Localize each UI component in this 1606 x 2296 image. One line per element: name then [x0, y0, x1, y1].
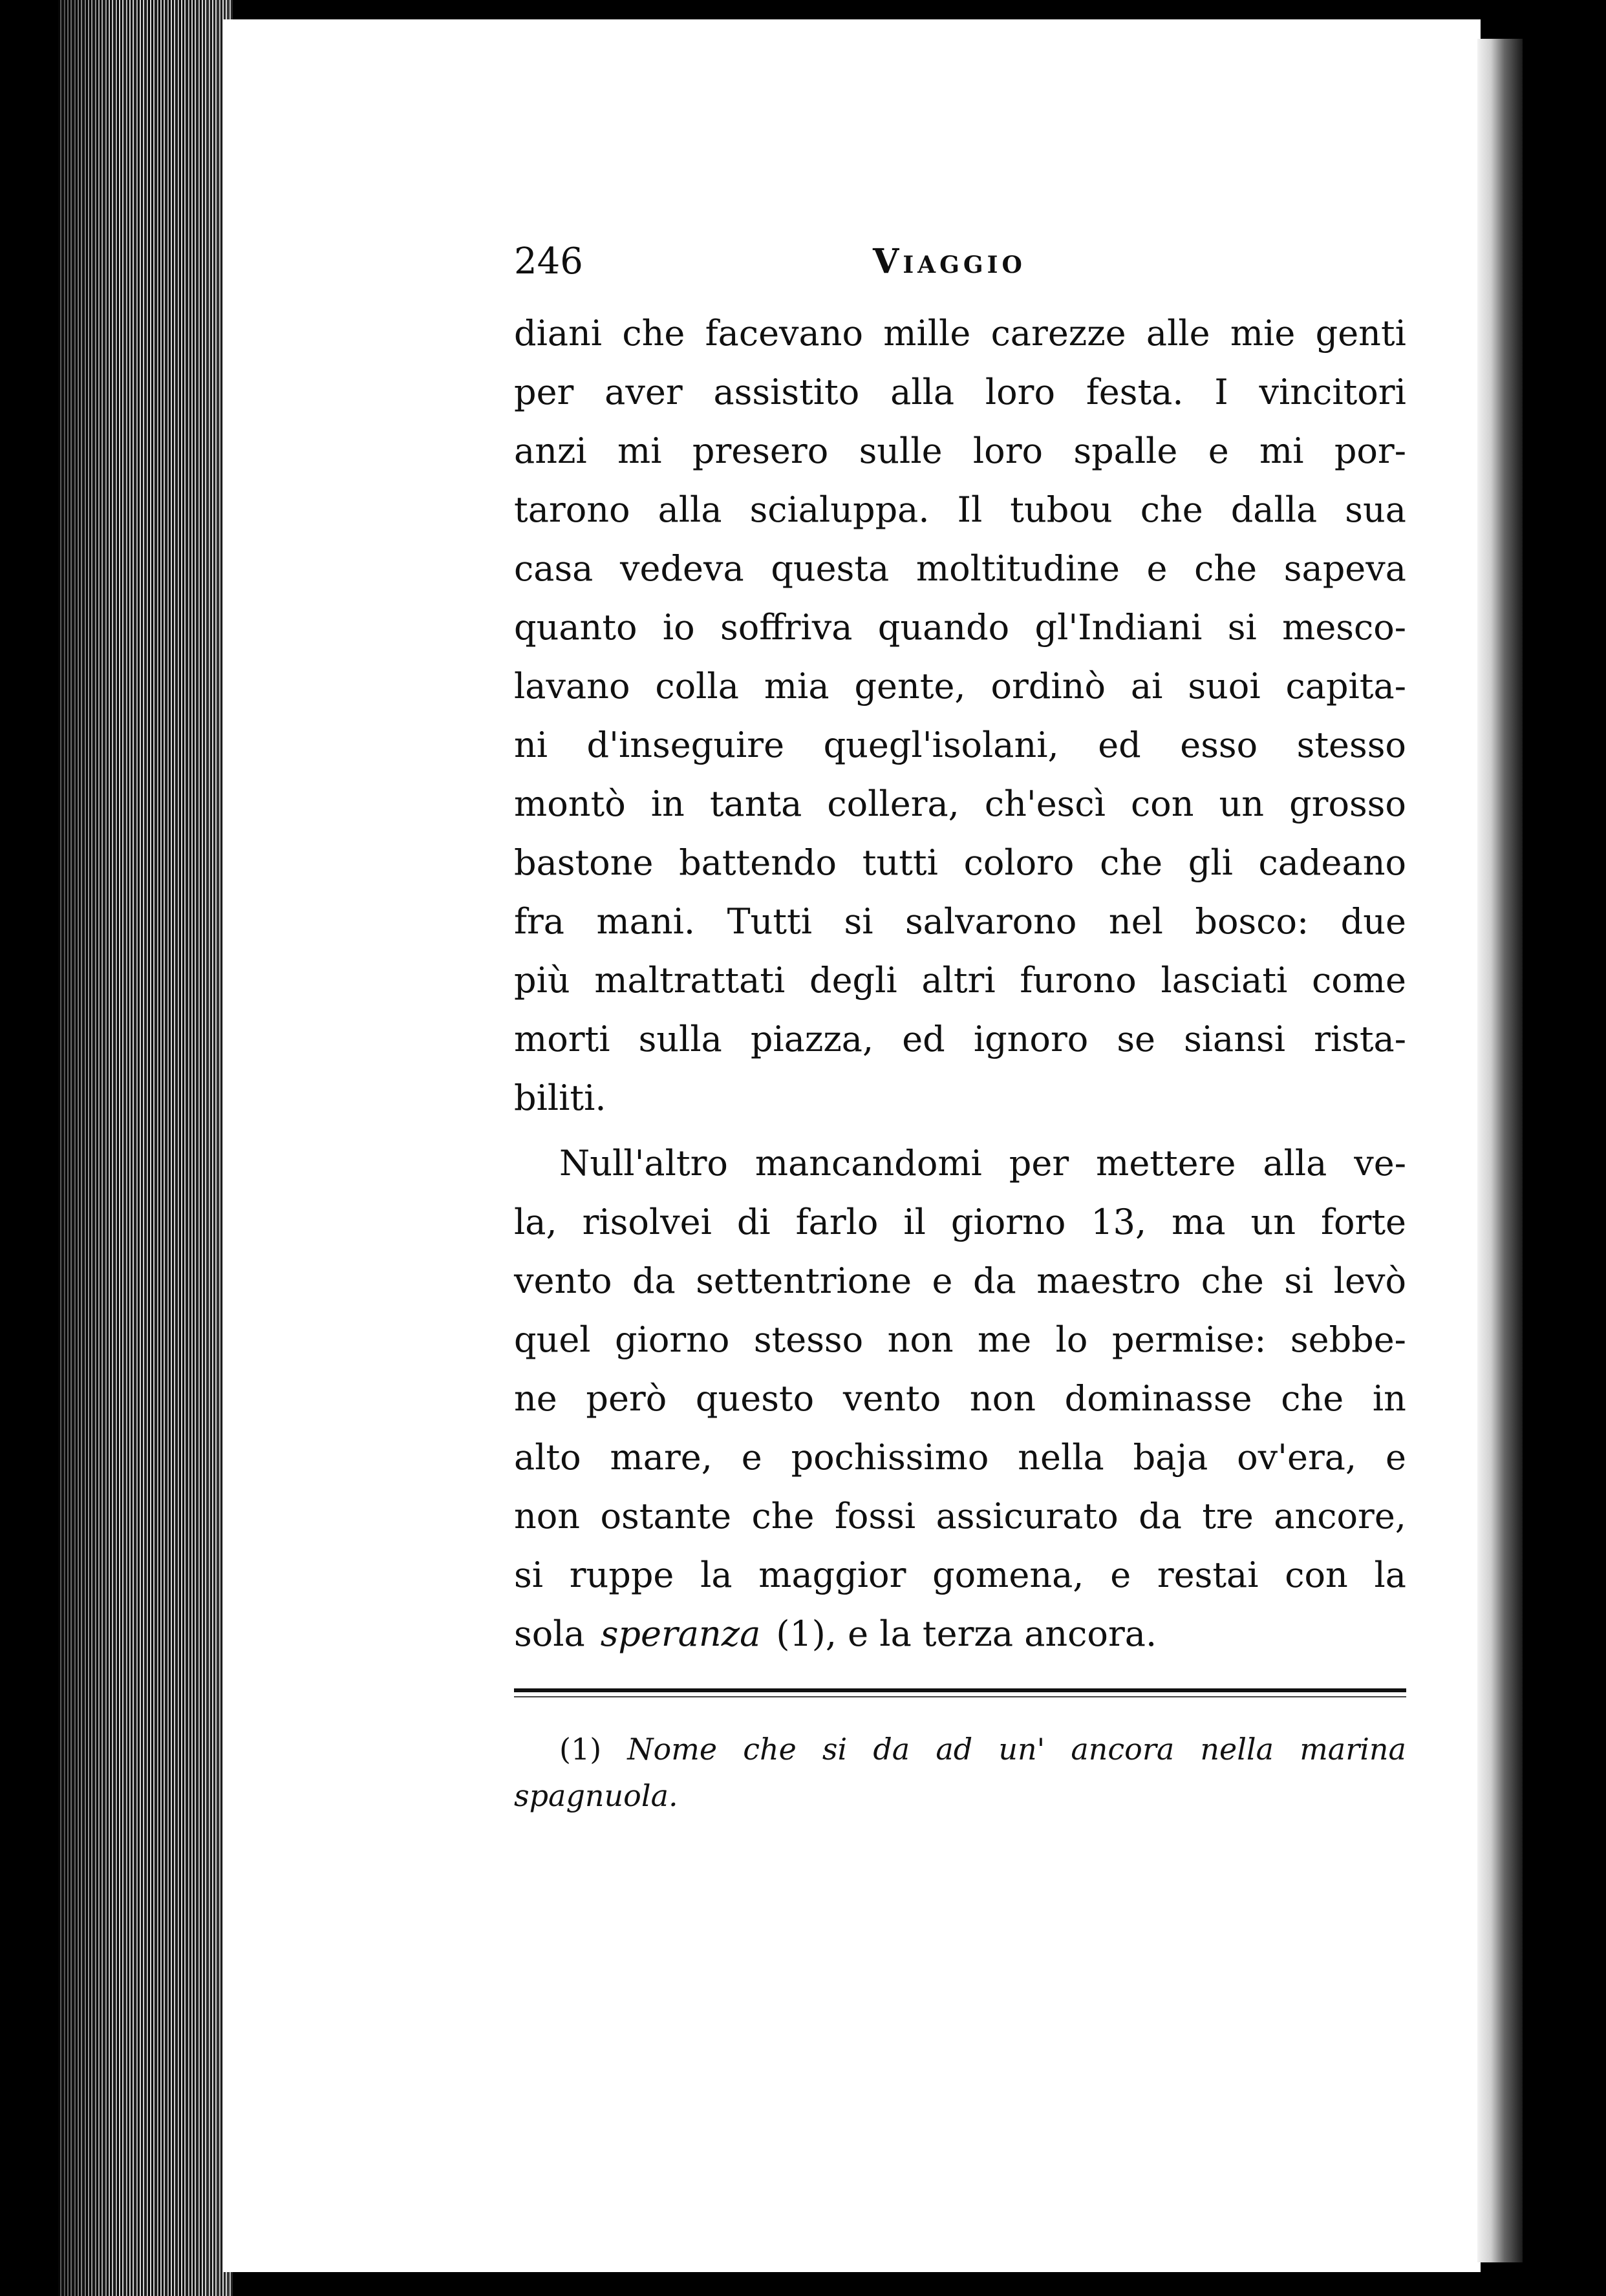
word: rista- [1314, 1019, 1406, 1059]
paragraph-gap [514, 1127, 1406, 1134]
word: mancandomi [755, 1143, 982, 1184]
text-line [514, 539, 1406, 598]
word: alla [1263, 1143, 1327, 1184]
word: gl'Indiani [1034, 607, 1203, 648]
book-page-edges [58, 0, 233, 2296]
page-number: 246 [514, 240, 583, 282]
word: festa. [1086, 372, 1184, 412]
word: stesso [753, 1319, 864, 1360]
word: facevano [705, 313, 864, 354]
word: in [650, 783, 685, 824]
word: ve- [1354, 1143, 1406, 1184]
word: farlo [795, 1202, 879, 1242]
word: degli [809, 960, 897, 1001]
word: sola [514, 1613, 585, 1654]
word: lasciati [1161, 960, 1288, 1001]
word: Il [957, 489, 983, 530]
word: colla [655, 666, 739, 707]
footnote-word: nella [1200, 1732, 1274, 1767]
word: che [1194, 548, 1258, 589]
word: di [736, 1202, 771, 1242]
word: vento [842, 1378, 941, 1419]
word: salvarono [905, 901, 1077, 942]
word: per [1009, 1143, 1069, 1184]
word: lavano [514, 666, 630, 707]
word: tre [1202, 1496, 1254, 1536]
word: e [741, 1437, 762, 1478]
word: ancore, [1274, 1496, 1406, 1536]
word: Tutti [727, 901, 813, 942]
body-text [514, 304, 1406, 1663]
word: da [972, 1260, 1016, 1301]
word: gente, [854, 666, 966, 707]
word: biliti. [514, 1078, 606, 1118]
word: sapeva [1283, 548, 1406, 589]
text-line [514, 1251, 1406, 1310]
word: d'inseguire [586, 725, 785, 765]
word: da [632, 1260, 676, 1301]
word: ed [1098, 725, 1141, 765]
text-line [514, 1546, 1406, 1604]
footnote-word: spagnuola. [514, 1778, 678, 1813]
word: non [887, 1319, 954, 1360]
word: non [969, 1378, 1036, 1419]
word: vento [514, 1260, 612, 1301]
word: quel [514, 1319, 591, 1360]
word: levò [1333, 1260, 1406, 1301]
text-line [514, 1428, 1406, 1487]
footnote-word: ad [936, 1732, 973, 1767]
footnote-rule [514, 1688, 1406, 1692]
word: anzi [514, 430, 587, 471]
word: mi [617, 430, 662, 471]
footnote [514, 1726, 1406, 1819]
word: aver [605, 372, 683, 412]
word: battendo [679, 842, 837, 883]
word: mesco- [1282, 607, 1406, 648]
text-line [514, 716, 1406, 774]
footnote-word: Nome [627, 1732, 718, 1767]
word: ni [514, 725, 548, 765]
word: tutti [862, 842, 938, 883]
text-line [514, 480, 1406, 539]
word: ruppe [569, 1555, 674, 1595]
footnote-word: si [822, 1732, 848, 1767]
word: io [662, 607, 695, 648]
word: questo [695, 1378, 815, 1419]
word: suoi [1188, 666, 1261, 707]
word: soffriva [720, 607, 853, 648]
word: quanto [514, 607, 637, 648]
word: (1), e la terza ancora. [776, 1613, 1157, 1654]
text-line [514, 421, 1406, 480]
text-line [514, 1193, 1406, 1251]
word: casa [514, 548, 594, 589]
word: mettere [1096, 1143, 1236, 1184]
word: nella [1018, 1437, 1104, 1478]
word: due [1340, 901, 1406, 942]
word: forte [1321, 1202, 1406, 1242]
word: genti [1315, 313, 1406, 354]
word: come [1312, 960, 1406, 1001]
word: sulle [859, 430, 943, 471]
text-line [514, 363, 1406, 421]
word: Null'altro [559, 1143, 728, 1184]
word: capita- [1285, 666, 1406, 707]
word: risolvei [582, 1202, 712, 1242]
word: si [514, 1555, 543, 1595]
word: gomena, [932, 1555, 1084, 1595]
word: pochissimo [791, 1437, 989, 1478]
word: che [1281, 1378, 1344, 1419]
word: per [514, 372, 574, 412]
text-line-final [514, 1604, 1406, 1663]
word: restai [1157, 1555, 1259, 1595]
word: maggior [758, 1555, 906, 1595]
word: mani. [596, 901, 696, 942]
word: bosco: [1195, 901, 1309, 942]
word: dalla [1230, 489, 1318, 530]
word: furono [1020, 960, 1137, 1001]
word: sua [1345, 489, 1406, 530]
word: fra [514, 901, 564, 942]
word: ostante [600, 1496, 732, 1536]
word: la [1374, 1555, 1406, 1595]
word: ch'escì [984, 783, 1106, 824]
text-line [514, 774, 1406, 833]
word: ordinò [990, 666, 1106, 707]
text-line [514, 657, 1406, 716]
word: e [1146, 548, 1168, 589]
footnote-line [514, 1726, 1406, 1772]
word: stesso [1296, 725, 1406, 765]
word: gli [1188, 842, 1233, 883]
word: e [1385, 1437, 1406, 1478]
word: alto [514, 1437, 581, 1478]
word: ov'era, [1237, 1437, 1357, 1478]
text-line [514, 1487, 1406, 1546]
word: non [514, 1496, 581, 1536]
word: mi [1259, 430, 1304, 471]
word: che [1201, 1260, 1264, 1301]
word: e [1110, 1555, 1131, 1595]
word: si [844, 901, 873, 942]
word: che [751, 1496, 815, 1536]
text-line [514, 833, 1406, 892]
text-line [514, 1010, 1406, 1068]
word: in [1372, 1378, 1406, 1419]
word: se [1117, 1019, 1155, 1059]
word: esso [1180, 725, 1258, 765]
word: alla [658, 489, 722, 530]
word: ignoro [973, 1019, 1089, 1059]
word: che [622, 313, 685, 354]
word: e [1208, 430, 1229, 471]
footnote-word: da [873, 1732, 910, 1767]
text-line [514, 1310, 1406, 1369]
word: con [1130, 783, 1194, 824]
word: e [932, 1260, 953, 1301]
text-line [514, 304, 1406, 363]
word: assistito [713, 372, 860, 412]
text-line [514, 598, 1406, 657]
word: ne [514, 1378, 557, 1419]
word: altri [921, 960, 996, 1001]
word: alle [1146, 313, 1210, 354]
word: quegl'isolani, [823, 725, 1059, 765]
word: carezze [990, 313, 1126, 354]
word: vincitori [1259, 372, 1406, 412]
running-head [514, 239, 1387, 284]
word: con [1285, 1555, 1348, 1595]
word: loro [972, 430, 1044, 471]
word: tubou [1010, 489, 1113, 530]
word: giorno [614, 1319, 730, 1360]
word: collera, [827, 783, 959, 824]
footnote-word: ancora [1071, 1732, 1175, 1767]
word: un [1250, 1202, 1296, 1242]
word: però [586, 1378, 667, 1419]
word: ma [1172, 1202, 1226, 1242]
word: alla [890, 372, 955, 412]
word: quando [877, 607, 1010, 648]
word: me [978, 1319, 1032, 1360]
page-right-edge [1477, 39, 1523, 2262]
word: grosso [1289, 783, 1406, 824]
word: fossi [834, 1496, 916, 1536]
word: spalle [1073, 430, 1178, 471]
word: il [903, 1202, 926, 1242]
word: nel [1108, 901, 1163, 942]
word: un [1219, 783, 1265, 824]
word: sulla [638, 1019, 722, 1059]
word: vedeva [619, 548, 744, 589]
word: baja [1133, 1437, 1208, 1478]
word: più [514, 960, 570, 1001]
word: da [1139, 1496, 1182, 1536]
word: settentrione [696, 1260, 912, 1301]
text-line [514, 1134, 1406, 1193]
word: mare, [610, 1437, 712, 1478]
footnote-word: un' [998, 1732, 1045, 1767]
footnote-marker: (1) [559, 1732, 602, 1767]
word: tarono [514, 489, 630, 530]
word: la [700, 1555, 733, 1595]
word: la, [514, 1202, 557, 1242]
word: tanta [709, 783, 802, 824]
text-line [514, 1068, 1406, 1127]
word: montò [514, 783, 626, 824]
word: coloro [963, 842, 1075, 883]
word: ai [1130, 666, 1163, 707]
word: mie [1230, 313, 1296, 354]
word: si [1284, 1260, 1314, 1301]
word: lo [1055, 1319, 1088, 1360]
text-line [514, 892, 1406, 951]
word: mille [883, 313, 971, 354]
word: bastone [514, 842, 654, 883]
italic-word: speranza [600, 1613, 761, 1654]
word: permise: [1111, 1319, 1267, 1360]
text-line [514, 951, 1406, 1010]
footnote-line [514, 1772, 1406, 1819]
word: por- [1334, 430, 1406, 471]
word: che [1140, 489, 1203, 530]
word: giorno [950, 1202, 1066, 1242]
running-title: Viaggio [873, 242, 1026, 281]
word: cadeano [1258, 842, 1406, 883]
word: si [1227, 607, 1257, 648]
word: mia [764, 666, 830, 707]
footnote-word: che [743, 1732, 797, 1767]
word: sebbe- [1290, 1319, 1406, 1360]
word: presero [692, 430, 829, 471]
word: che [1100, 842, 1163, 883]
text-line [514, 1369, 1406, 1428]
footnote-rule-thin [514, 1696, 1406, 1697]
word: siansi [1184, 1019, 1285, 1059]
word: dominasse [1064, 1378, 1252, 1419]
word: questa [771, 548, 890, 589]
word: maltrattati [594, 960, 786, 1001]
word: diani [514, 313, 603, 354]
word: piazza, [750, 1019, 874, 1059]
word: ed [902, 1019, 945, 1059]
word: I [1214, 372, 1228, 412]
word: loro [985, 372, 1055, 412]
word: 13, [1091, 1202, 1147, 1242]
word: maestro [1036, 1260, 1181, 1301]
word: morti [514, 1019, 610, 1059]
word: moltitudine [915, 548, 1120, 589]
footnote-word: marina [1300, 1732, 1406, 1767]
word: scialuppa. [749, 489, 930, 530]
word: assicurato [936, 1496, 1119, 1536]
